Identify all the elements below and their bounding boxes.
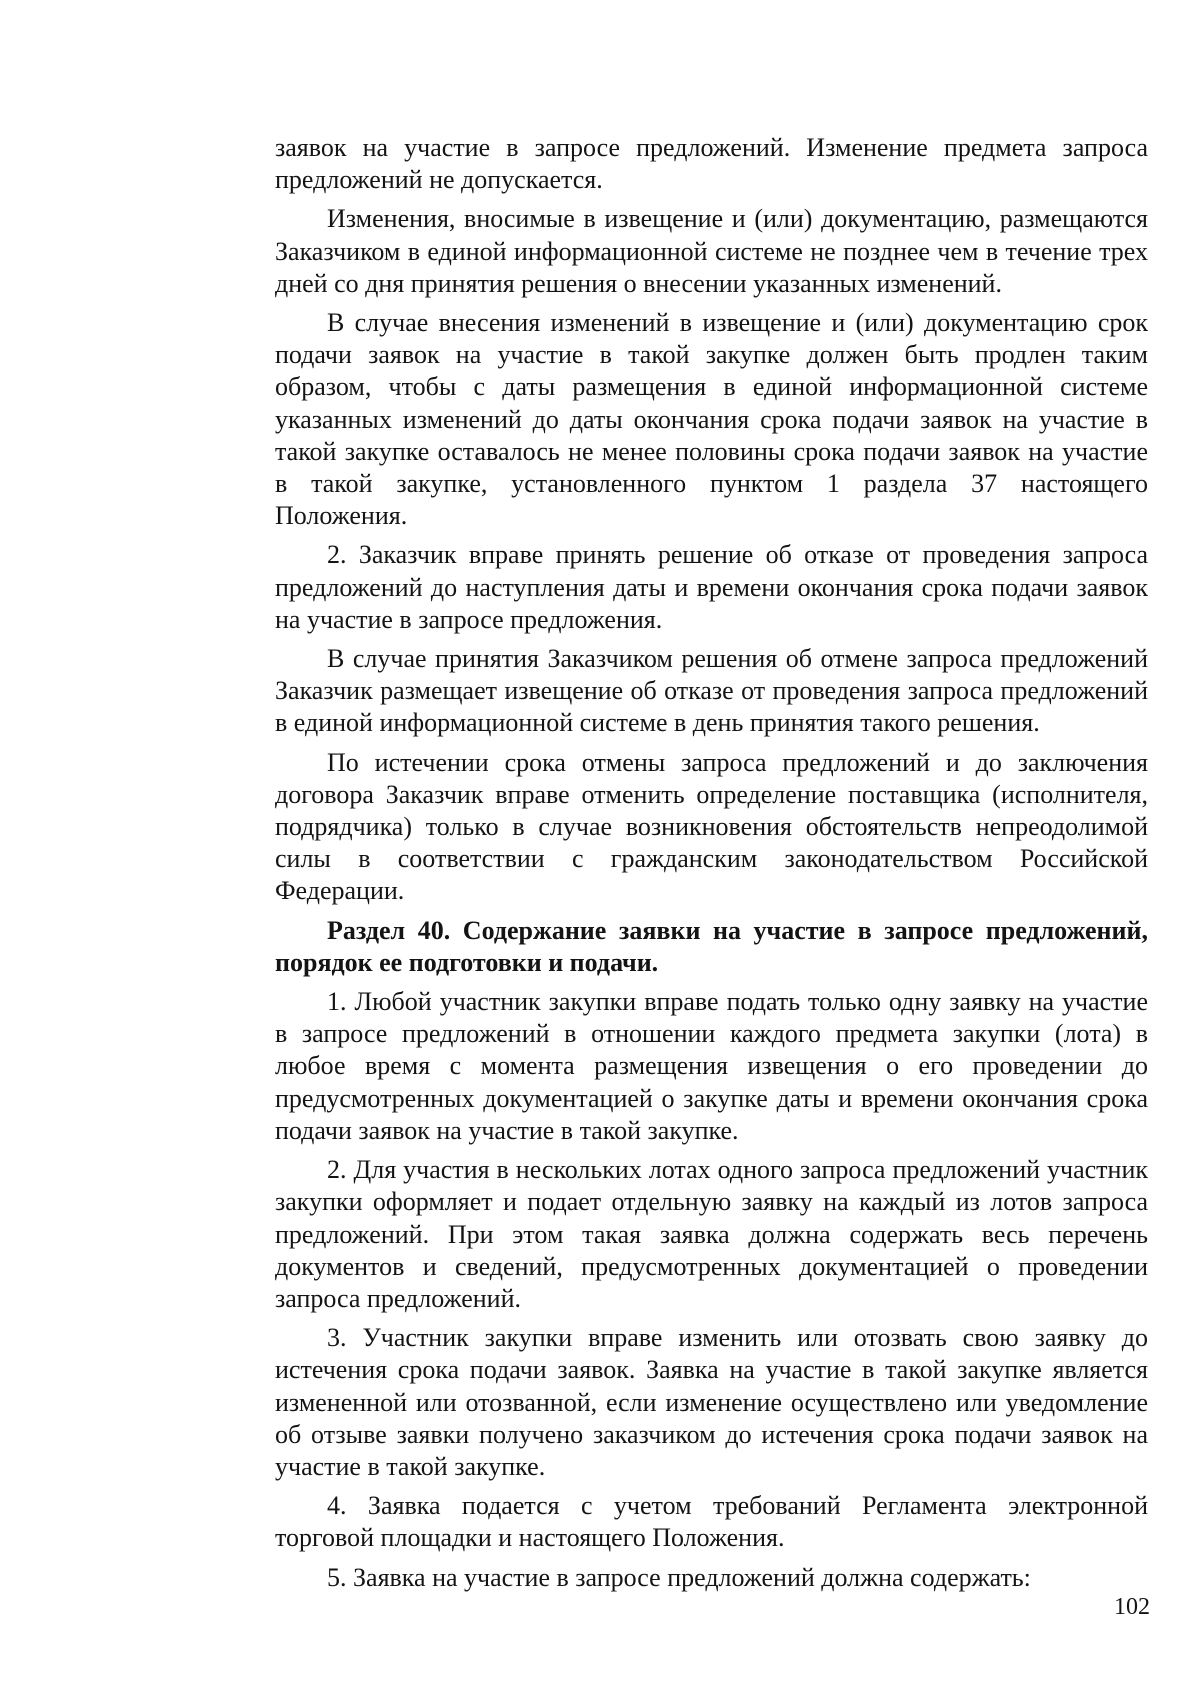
paragraph-refusal-decision: 2. Заказчик вправе принять решение об отказе от проведения запроса предложений до наступления даты и времени окончания срока подачи заявок на участие в запросе предложения. <box>275 540 1148 634</box>
section-heading: Раздел 40. Содержание заявки на участие в запросе предложений, порядок ее подготовки и подачи. <box>275 915 1148 977</box>
paragraph-continuation: заявок на участие в запросе предложений. Изменение предмета запроса предложений не допускается. <box>275 133 1148 195</box>
paragraph-refusal-notice: В случае принятия Заказчиком решения об отмене запроса предложений Заказчик размещает извещение об отказе от проведения запроса предложений в единой информационной системе в день принятия такого решения. <box>275 644 1148 738</box>
section-paragraph-2: 2. Для участия в нескольких лотах одного запроса предложений участник закупки оформляет и подает отдельную заявку на каждый из лотов запроса предложений. При этом такая заявка должна содержать весь перечень документов и сведений, предусмотренных документацией о проведении запроса предложений. <box>275 1155 1148 1313</box>
page-number: 102 <box>1114 1594 1150 1620</box>
section-paragraph-4: 4. Заявка подается с учетом требований Регламента электронной торговой площадки и настоящего Положения. <box>275 1491 1148 1553</box>
paragraph-force-majeure: По истечении срока отмены запроса предложений и до заключения договора Заказчик вправе отменить определение поставщика (исполнителя, подрядчика) только в случае возникновения обстоятельств непреодолимой силы в соответствии с гражданским законодательством Российской Федерации. <box>275 747 1148 906</box>
section-paragraph-5: 5. Заявка на участие в запросе предложений должна содержать: <box>327 1562 1031 1592</box>
section-paragraph-1: 1. Любой участник закупки вправе подать только одну заявку на участие в запросе предложений в отношении каждого предмета закупки (лота) в любое время с момента размещения извещения о его проведении до предусмотренных документацией о закупке даты и времени окончания срока подачи заявок на участие в такой закупке. <box>275 987 1148 1145</box>
section-paragraph-3: 3. Участник закупки вправе изменить или отозвать свою заявку до истечения срока подачи заявок. Заявка на участие в такой закупке является измененной или отозванной, если изменение осуществлено или уведомление об отзыве заявки получено заказчиком до истечения срока подачи заявок на участие в такой закупке. <box>275 1323 1148 1481</box>
document-body <box>275 132 1148 1601</box>
paragraph-deadline-extension: В случае внесения изменений в извещение и (или) документацию срок подачи заявок на участие в такой закупке должен быть продлен таким образом, чтобы с даты размещения в единой информационной системе указанных изменений до даты окончания срока подачи заявок на участие в такой закупке оставалось не менее половины срока подачи заявок на участие в такой закупке, установленного пунктом 1 раздела 37 настоящего Положения. <box>275 308 1148 531</box>
paragraph-changes-placement: Изменения, вносимые в извещение и (или) документацию, размещаются Заказчиком в единой информационной системе не позднее чем в течение трех дней со дня принятия решения о внесении указанных изменений. <box>275 204 1148 298</box>
